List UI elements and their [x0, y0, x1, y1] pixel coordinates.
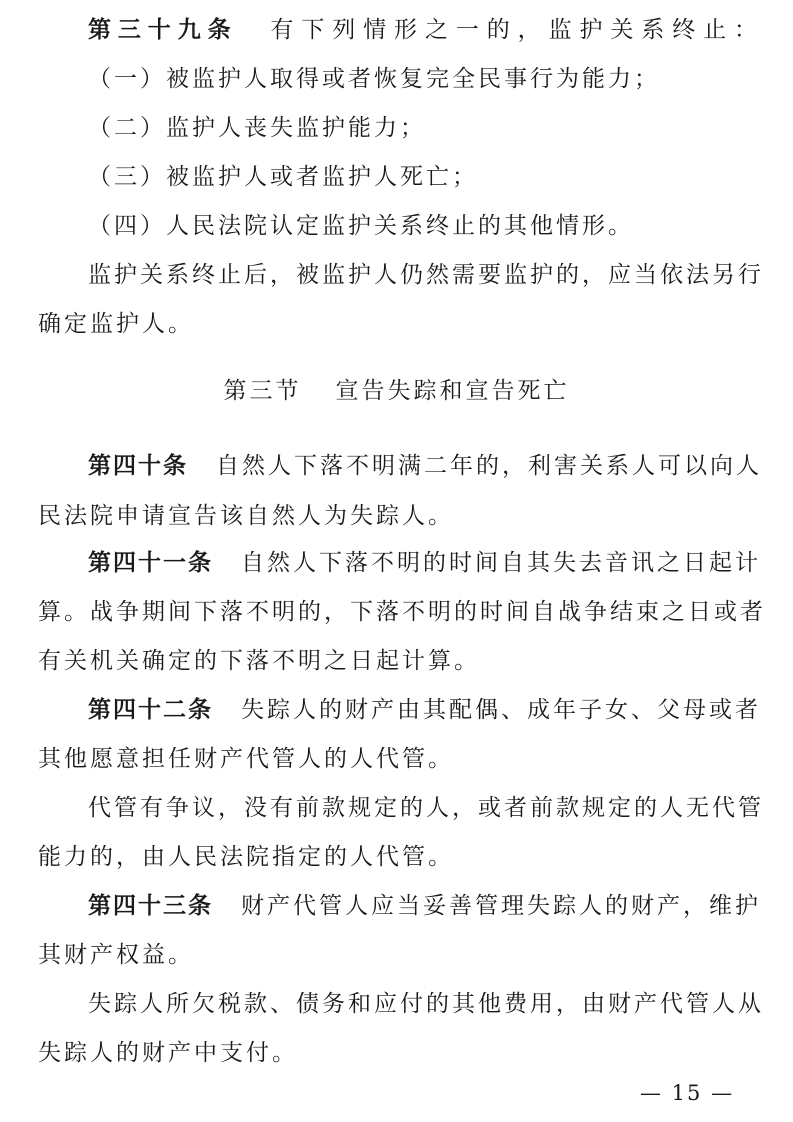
- article-40-line-2: 民法院申请宣告该自然人为失踪人。: [38, 503, 454, 529]
- article-43-heading: 第四十三条: [88, 893, 213, 919]
- article-39-intro: 有下列情形之一的，监护关系终止：: [265, 17, 761, 43]
- article-41-heading: 第四十一条: [88, 550, 213, 576]
- article-43-line-2: 其财产权益。: [38, 942, 194, 968]
- article-39-heading: 第三十九条: [88, 17, 238, 43]
- article-39-intro-line: [88, 16, 760, 44]
- article-39-item-3: （三）被监护人或者监护人死亡；: [88, 164, 478, 190]
- article-42-line-1: [88, 696, 760, 724]
- article-43-line-1: [88, 892, 760, 920]
- section-title: [0, 377, 793, 405]
- article-43-para-2-line-2: 失踪人的财产中支付。: [38, 1040, 298, 1066]
- article-41-line-2: 算。战争期间下落不明的，下落不明的时间自战争结束之日或者: [38, 599, 766, 625]
- article-43-para-2-line-1: 失踪人所欠税款、债务和应付的其他费用，由财产代管人从: [88, 991, 764, 1017]
- article-39-paragraph-line-1: 监护关系终止后，被监护人仍然需要监护的，应当依法另行: [88, 262, 764, 288]
- article-40-line-1: [88, 452, 760, 480]
- article-40-text-1: 自然人下落不明满二年的，利害关系人可以向人: [216, 453, 762, 479]
- article-41-text-1: 自然人下落不明的时间自其失去音讯之日起计: [241, 550, 761, 576]
- page-number: — 15 —: [640, 1081, 735, 1105]
- article-42-para-2-line-2: 能力的，由人民法院指定的人代管。: [38, 844, 454, 870]
- article-40-heading: 第四十条: [88, 453, 188, 479]
- article-43-text-1: 财产代管人应当妥善管理失踪人的财产，维护: [241, 893, 761, 919]
- article-39-item-1: （一）被监护人取得或者恢复完全民事行为能力；: [88, 66, 660, 92]
- article-42-heading: 第四十二条: [88, 697, 213, 723]
- article-42-para-2-line-1: 代管有争议，没有前款规定的人，或者前款规定的人无代管: [88, 795, 764, 821]
- section-number: 第三节: [223, 378, 302, 404]
- article-39-item-2: （二）监护人丧失监护能力；: [88, 115, 426, 141]
- article-42-line-2: 其他愿意担任财产代管人的人代管。: [38, 746, 454, 772]
- article-42-text-1: 失踪人的财产由其配偶、成年子女、父母或者: [241, 697, 761, 723]
- article-39-item-4: （四）人民法院认定监护关系终止的其他情形。: [88, 213, 634, 239]
- article-41-line-3: 有关机关确定的下落不明之日起计算。: [38, 648, 480, 674]
- article-39-paragraph-line-2: 确定监护人。: [38, 311, 194, 337]
- article-41-line-1: [88, 549, 760, 577]
- section-name: 宣告失踪和宣告死亡: [335, 378, 570, 404]
